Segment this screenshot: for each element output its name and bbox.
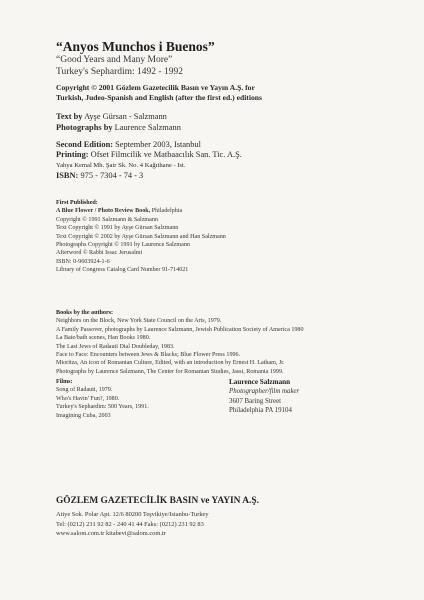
book-subtitle-block: [56, 55, 183, 78]
book-subtitle-2: Turkey's Sephardim: 1492 - 1992: [56, 66, 183, 77]
photo-credit: [56, 122, 181, 133]
contact-city: Philadelphia PA 19104: [229, 407, 292, 415]
isbn: [56, 171, 242, 181]
film-entry: Imagining Cuba, 2003: [56, 412, 111, 419]
book-entry: Mioritza, An icon of Romanian Culture, Edited, with an introduction by Ernest H. Latham, Jr.: [56, 360, 285, 367]
printing-value: Ofset Filmcilik ve Matbaacılık San. Tic. A.Ş.: [90, 150, 242, 160]
fp-line: Text Copyright © 1991 by Ayşe Gürsan Salzmann: [56, 225, 179, 232]
text-credit: [56, 111, 181, 122]
films-section: [56, 378, 149, 420]
copyright-line-1: Copyright © 2001 Gözlem Gazetecilik Basın ve Yayın A.Ş. for: [56, 83, 255, 92]
copyright-notice: [56, 83, 262, 102]
publisher-bold: A Blue Flower / Photo Review Book,: [56, 208, 151, 215]
photo-credit-value: Laurence Salzmann: [114, 123, 181, 132]
films-heading: Films:: [56, 379, 73, 385]
second-edition-value: September 2003, Istanbul: [115, 140, 201, 149]
printing: [56, 150, 242, 160]
fp-line: Library of Congress Catalog Card Number 91-714021: [56, 267, 189, 274]
contact-street: 3607 Baring Street: [229, 397, 282, 405]
fp-line: Copyright © 1991 Salzmann & Salzmann: [56, 216, 158, 223]
first-published-publisher: [56, 207, 226, 215]
publisher-name: GÖZLEM GAZETECİLİK BASIN ve YAYIN A.Ş.: [56, 496, 259, 506]
fp-line: Photographs Copyright © 1991 by Laurence Salzmann: [56, 242, 190, 249]
text-credit-label: Text by: [56, 112, 83, 121]
film-entry: Song of Radauti, 1979.: [56, 387, 113, 394]
film-entry: Turkey's Sephardim: 500 Years, 1991.: [56, 404, 149, 411]
book-entry: La Baie/bath scenes, Han Books 1980.: [56, 335, 151, 342]
first-published-section: [56, 199, 226, 275]
book-entry: Photographs by Laurence Salzmann, The Center for Romanian Studies, Jassi, Romania 1999.: [56, 368, 284, 375]
second-edition-label: Second Edition:: [56, 140, 114, 149]
isbn-value: 975 - 7304 - 74 - 3: [80, 170, 144, 180]
photo-credit-label: Photographs by: [56, 123, 113, 132]
book-entry: A Family Passover, photographs by Laurence Salzmann, Jewish Publication Society of America 1980: [56, 326, 304, 333]
publisher-address: Atiye Sok. Polar Apt. 12/6 80200 Teşvikiye/Istanbu-Turkey: [56, 511, 209, 518]
book-entry: The Last Jews of Radauti Dial Doubleday, 1983.: [56, 343, 175, 350]
printer-address: Yahya Kemal Mh. Şair Sk. No. 4 Kağıthane - Ist.: [56, 161, 186, 169]
printing-label: Printing:: [56, 150, 89, 160]
publisher-block: [56, 496, 259, 539]
contact-role: Photographer/film maker: [229, 388, 300, 396]
copyright-line-2: Turkish, Judeo-Spanish and English (after the first ed.) editions: [56, 92, 262, 102]
publisher-web: www.salom.com.tr kitabevi@salom.com.tr: [56, 530, 166, 538]
book-entry: Neighbors on the Block, New York State Council on the Arts, 1979.: [56, 318, 222, 325]
film-entry: Who's Havin' Fun?, 1980.: [56, 395, 120, 402]
text-credit-value: Ayşe Gürsan - Salzmann: [84, 112, 167, 121]
credits: [56, 111, 181, 133]
isbn-label: ISBN:: [56, 170, 79, 180]
book-entry: Face to Face: Encounters between Jews & Blacks; Blue Flower Press 1996.: [56, 352, 241, 359]
books-heading: Books by the authors:: [56, 310, 114, 316]
second-edition: [56, 140, 242, 150]
publisher-phones: Tel: (0212) 231 92 82 - 240 41 44 Faks: (0212) 231 92 83: [56, 520, 204, 528]
fp-line: ISBN: 0-9603924-1-6: [56, 258, 110, 265]
book-title: “Anyos Munchos i Buenos”: [56, 39, 215, 54]
book-subtitle: “Good Years and Many More”: [56, 55, 173, 65]
publisher-city: Philadelphia: [150, 208, 183, 215]
books-section: [56, 309, 304, 376]
edition-info: [56, 140, 242, 181]
fp-line: Afterword © Rabbi Issac Jerusalmi: [56, 250, 143, 257]
fp-line: Text Copyright © 2002 by Ayşe Gürsan Salzmann and Han Salzmann: [56, 233, 226, 240]
contact-block: [229, 378, 299, 416]
first-published-heading: First Published:: [56, 200, 98, 206]
contact-name: Laurence Salzmann: [229, 378, 291, 386]
